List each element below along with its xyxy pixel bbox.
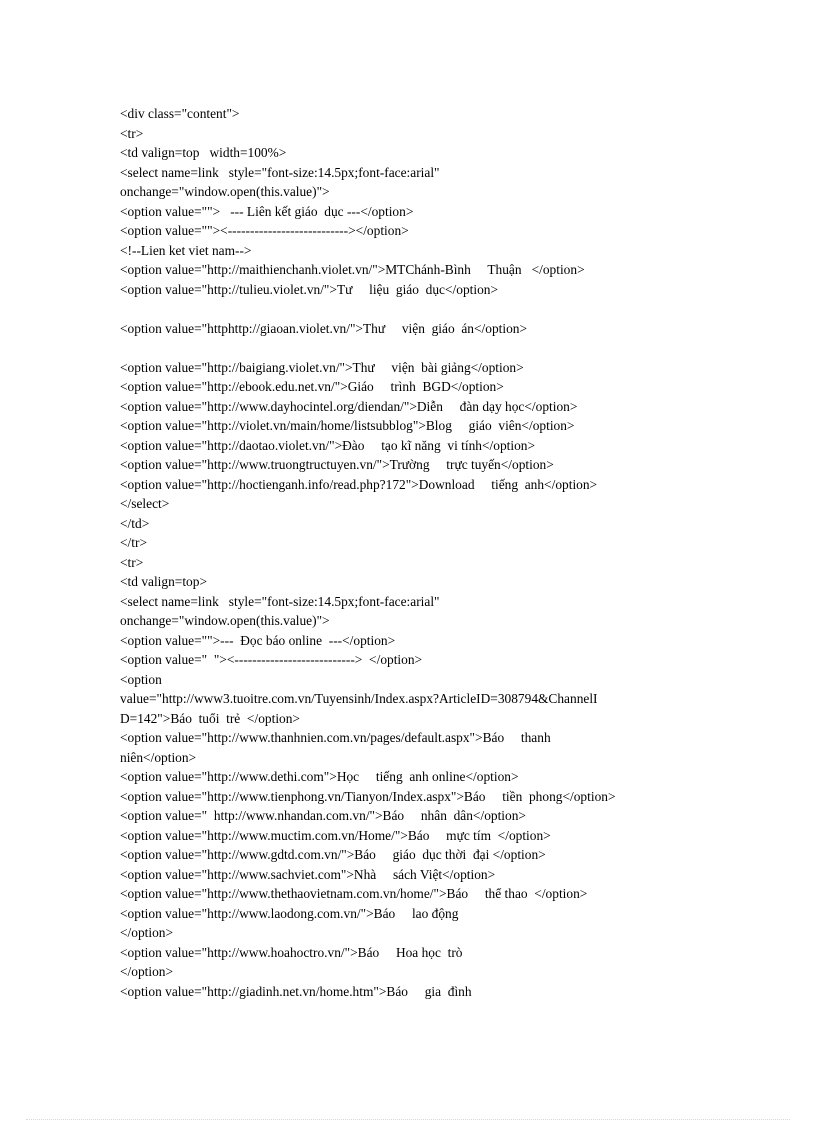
html-source-listing — [120, 104, 700, 1001]
source-line: <option value="">--- Đọc báo online ---</option> — [120, 632, 396, 648]
source-line: <option value="http://www.sachviet.com">Nhà sách Việt</option> — [120, 866, 496, 882]
source-line: <option value=""><---------------------------></option> — [120, 223, 409, 238]
source-line: <select name=link style="font-size:14.5px;font-face:arial" — [120, 593, 440, 609]
source-line: </td> — [120, 515, 150, 531]
source-line: <option value="http://daotao.violet.vn/">Đào tạo kĩ năng vi tính</option> — [120, 437, 536, 453]
source-line: <select name=link style="font-size:14.5px;font-face:arial" — [120, 164, 440, 180]
source-line: <div class="content"> — [120, 106, 240, 121]
source-line: <option value="http://baigiang.violet.vn/">Thư viện bài giảng</option> — [120, 359, 524, 375]
source-line: <option value="http://www.thethaovietnam.com.vn/home/">Báo thể thao </option> — [120, 886, 588, 901]
source-line: onchange="window.open(this.value)"> — [120, 184, 330, 199]
source-line: <option value="httphttp://giaoan.violet.vn/">Thư viện giáo án</option> — [120, 320, 528, 336]
source-line: <option value="http://www.hoahoctro.vn/">Báo Hoa học trò — [120, 944, 463, 960]
source-line: <option value="http://ebook.edu.net.vn/">Giáo trình BGD</option> — [120, 379, 504, 394]
blank-line — [120, 338, 700, 358]
source-line: </option> — [120, 925, 174, 940]
source-line: <option value="http://www.laodong.com.vn/">Báo lao động — [120, 905, 459, 921]
page-bottom-divider — [26, 1119, 790, 1120]
source-line: <option value="http://www.thanhnien.com.vn/pages/default.aspx">Báo thanh — [120, 730, 551, 745]
source-line: <option value="http://www.dayhocintel.org/diendan/">Diễn đàn dạy học</option> — [120, 398, 578, 414]
source-line: <option value="http://www.truongtructuyen.vn/">Trường trực tuyến</option> — [120, 457, 554, 472]
source-line: onchange="window.open(this.value)"> — [120, 613, 330, 628]
source-line: <option value="http://tulieu.violet.vn/">Tư liệu giáo dục</option> — [120, 281, 499, 297]
source-line: <option value="http://hoctienganh.info/read.php?172">Download tiếng anh</option> — [120, 476, 598, 492]
source-line: <td valign=top> — [120, 574, 207, 589]
source-line: value="http://www3.tuoitre.com.vn/Tuyensinh/Index.aspx?ArticleID=308794&ChannelI — [120, 691, 598, 706]
source-line: niên</option> — [120, 749, 197, 765]
source-line: <option value="http://giadinh.net.vn/home.htm">Báo gia đình — [120, 983, 472, 999]
source-line: </tr> — [120, 535, 148, 550]
source-line: <tr> — [120, 125, 144, 141]
source-line: <tr> — [120, 554, 144, 570]
source-line: <option value="http://maithienchanh.violet.vn/">MTChánh-Bình Thuận </option> — [120, 262, 585, 277]
source-line: <option value="http://www.muctim.com.vn/Home/">Báo mực tím </option> — [120, 827, 551, 843]
source-line: D=142">Báo tuổi trẻ </option> — [120, 710, 300, 726]
source-line: <option — [120, 671, 162, 687]
source-line: <option value=" "><---------------------------> </option> — [120, 652, 423, 667]
source-line: <!--Lien ket viet nam--> — [120, 242, 252, 258]
source-line: <option value=""> --- Liên kết giáo dục ---</option> — [120, 203, 414, 219]
source-line: <td valign=top width=100%> — [120, 145, 287, 160]
source-line: </select> — [120, 496, 170, 511]
source-line: <option value=" http://www.nhandan.com.vn/">Báo nhân dân</option> — [120, 808, 526, 823]
source-line: <option value="http://www.tienphong.vn/Tianyon/Index.aspx">Báo tiền phong</option> — [120, 788, 616, 804]
source-line: <option value="http://www.gdtd.com.vn/">Báo giáo dục thời đại </option> — [120, 847, 546, 862]
blank-line — [120, 299, 700, 319]
source-line: </option> — [120, 964, 174, 979]
source-line: <option value="http://www.dethi.com">Học tiếng anh online</option> — [120, 769, 519, 784]
source-line: <option value="http://violet.vn/main/home/listsubblog">Blog giáo viên</option> — [120, 418, 575, 433]
